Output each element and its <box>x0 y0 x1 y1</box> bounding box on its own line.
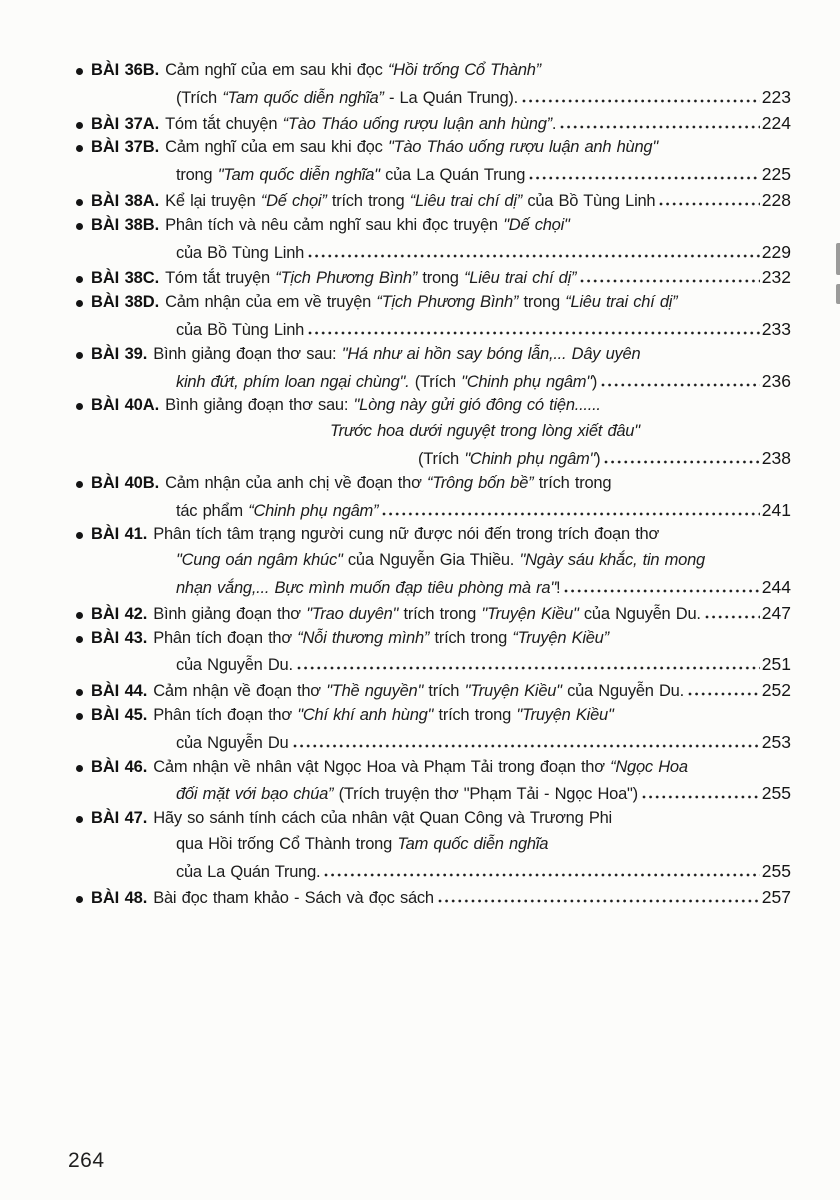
entry-text: Cảm nghĩ của em sau khi đọc “Hồi trống Cổ Thành” <box>165 61 541 79</box>
page-ref: 257 <box>761 886 791 907</box>
entry-text: của La Quán Trung. <box>176 862 321 881</box>
toc-entry-line <box>0 809 840 835</box>
entry-label: BÀI 44. <box>91 682 148 701</box>
page-number-footer: 264 <box>68 1149 105 1172</box>
entry-label: BÀI 43. <box>91 628 148 647</box>
toc-entry-line <box>0 758 840 784</box>
bullet-icon <box>76 122 83 129</box>
toc-entry-continuation <box>0 371 840 397</box>
toc-entry-continuation <box>0 783 840 809</box>
bullet-icon <box>76 352 83 359</box>
toc-entry-continuation <box>0 654 840 680</box>
entry-label: BÀI 40B. <box>91 473 160 492</box>
dot-leader <box>604 460 759 464</box>
page-ref: 253 <box>761 731 791 752</box>
entry-text: Cảm nhận về nhân vật Ngọc Hoa và Phạm Tải trong đoạn thơ “Ngọc Hoa <box>153 757 688 776</box>
entry-text: tác phẩm “Chinh phụ ngâm” <box>176 501 379 520</box>
entry-text: (Trích “Tam quốc diễn nghĩa” - La Quán Trung). <box>176 88 518 107</box>
entry-text: Bài đọc tham khảo - Sách và đọc sách <box>153 888 434 907</box>
entry-text: Tóm tắt truyện “Tịch Phương Bình” trong “Liêu trai chí dị” <box>165 269 577 288</box>
dot-leader <box>438 899 760 903</box>
page-ref: 255 <box>761 860 791 881</box>
entry-label: BÀI 38D. <box>91 293 160 312</box>
entry-text: nhạn vắng,... Bực mình muốn đạp tiêu phòng mà ra"! <box>176 578 561 597</box>
bullet-icon <box>76 300 83 307</box>
entry-text: của Nguyễn Du. <box>176 656 293 675</box>
bullet-icon <box>76 636 83 643</box>
toc-entry-continuation <box>0 861 840 887</box>
dot-leader <box>580 279 760 283</box>
bullet-icon <box>76 689 83 696</box>
toc-entry-continuation <box>0 448 840 474</box>
entry-label: BÀI 38A. <box>91 191 160 210</box>
toc-entry-line <box>0 113 840 139</box>
dot-leader <box>308 254 760 258</box>
page-ref: 225 <box>761 164 791 185</box>
entry-text: Cảm nhận về đoạn thơ "Thề nguyền" trích "Truyện Kiều" của Nguyễn Du. <box>153 682 684 701</box>
toc-entry-line <box>0 525 840 551</box>
entry-label: BÀI 42. <box>91 604 148 623</box>
bullet-icon <box>76 276 83 283</box>
entry-label: BÀI 37B. <box>91 138 160 157</box>
toc-entry-line <box>0 267 840 293</box>
page-ref: 224 <box>761 112 791 133</box>
entry-label: BÀI 37A. <box>91 114 160 133</box>
dot-leader <box>529 176 760 180</box>
entry-text: trong "Tam quốc diễn nghĩa" của La Quán Trung <box>176 166 526 185</box>
entry-text: Bình giảng đoạn thơ sau: "Há như ai hồn say bóng lẫn,... Dây uyên <box>153 344 641 363</box>
entry-label: BÀI 45. <box>91 705 148 724</box>
entry-text: của Bồ Tùng Linh <box>176 320 305 339</box>
dot-leader <box>601 383 760 387</box>
bullet-icon <box>76 481 83 488</box>
toc-entry-continuation <box>0 242 840 268</box>
bullet-icon <box>76 145 83 152</box>
entry-label: BÀI 46. <box>91 757 148 776</box>
toc-entry-line <box>0 887 840 913</box>
entry-text: Tóm tắt chuyện “Tào Tháo uống rượu luận anh hùng”. <box>165 114 557 133</box>
entry-label: BÀI 38C. <box>91 269 160 288</box>
entry-text: Phân tích đoạn thơ “Nỗi thương mình” trích trong “Truyện Kiều” <box>153 628 609 647</box>
entry-text: của Nguyễn Du <box>176 733 289 752</box>
bullet-icon <box>76 532 83 539</box>
page-ref: 251 <box>761 654 791 675</box>
entry-text: Trước hoa dưới nguyệt trong lòng xiết đâu" <box>330 422 640 441</box>
entry-text: Kể lại truyện “Dế chọi” trích trong “Liêu trai chí dị” của Bồ Tùng Linh <box>165 191 656 210</box>
toc-entry-continuation <box>0 87 840 113</box>
entry-text: (Trích "Chinh phụ ngâm") <box>418 449 601 468</box>
entry-text: Bình giảng đoạn thơ sau: "Lòng này gửi gió đông có tiện...... <box>165 396 601 415</box>
scan-artifact <box>836 243 840 275</box>
toc-entry-continuation <box>0 500 840 526</box>
toc-entry-continuation <box>0 164 840 190</box>
page-ref: 244 <box>761 576 791 597</box>
page-ref: 238 <box>761 447 791 468</box>
dot-leader <box>308 331 760 335</box>
bullet-icon <box>76 612 83 619</box>
bullet-icon <box>76 713 83 720</box>
dot-leader <box>560 125 760 129</box>
entry-label: BÀI 39. <box>91 344 148 363</box>
toc-entry-line <box>0 190 840 216</box>
dot-leader <box>564 589 759 593</box>
toc-entry-line <box>0 216 840 242</box>
toc-entry-line <box>0 474 840 500</box>
entry-text: Phân tích tâm trạng người cung nữ được nói đến trong trích đoạn thơ <box>153 525 660 544</box>
page-ref: 228 <box>761 189 791 210</box>
dot-leader <box>705 615 760 619</box>
bullet-icon <box>76 199 83 206</box>
entry-label: BÀI 48. <box>91 888 148 907</box>
toc-entry-line <box>0 396 840 422</box>
entry-text: kinh đứt, phím loan ngại chùng". (Trích "Chinh phụ ngâm") <box>176 372 598 391</box>
entry-label: BÀI 36B. <box>91 61 160 79</box>
bullet-icon <box>76 816 83 823</box>
toc-entry-line <box>0 680 840 706</box>
entry-text: Cảm nhận của em về truyện “Tịch Phương Bình” trong “Liêu trai chí dị” <box>165 293 678 312</box>
toc-entry-line <box>0 138 840 164</box>
dot-leader <box>688 692 760 696</box>
toc-entry-line <box>0 603 840 629</box>
page-ref: 236 <box>761 370 791 391</box>
dot-leader <box>297 666 760 670</box>
entry-text: "Cung oán ngâm khúc" của Nguyễn Gia Thiều. "Ngày sáu khắc, tin mong <box>176 551 705 570</box>
toc-entry-line <box>0 706 840 732</box>
entry-text: của Bồ Tùng Linh <box>176 243 305 262</box>
page-ref: 233 <box>761 318 791 339</box>
entry-label: BÀI 40A. <box>91 396 160 415</box>
bullet-icon <box>76 765 83 772</box>
page-ref: 229 <box>761 241 791 262</box>
toc-entry-continuation <box>0 732 840 758</box>
page-ref: 247 <box>761 602 791 623</box>
page-ref: 255 <box>761 783 791 804</box>
page-ref: 241 <box>761 499 791 520</box>
toc-entry-continuation <box>0 422 840 448</box>
entry-text: đối mặt với bạo chúa” (Trích truyện thơ "Phạm Tải - Ngọc Hoa") <box>176 785 638 804</box>
entry-text: qua Hồi trống Cổ Thành trong Tam quốc diễn nghĩa <box>176 834 549 853</box>
entry-text: Cảm nhận của anh chị về đoạn thơ “Trông bốn bề” trích trong <box>165 473 612 492</box>
dot-leader <box>382 512 760 516</box>
scan-artifact <box>836 284 840 304</box>
bullet-icon <box>76 896 83 903</box>
page-ref: 252 <box>761 680 791 701</box>
bullet-icon <box>76 403 83 410</box>
entry-text: Hãy so sánh tính cách của nhân vật Quan Công và Trương Phi <box>153 809 612 828</box>
toc-entry-continuation <box>0 319 840 345</box>
dot-leader <box>642 795 760 799</box>
page-ref: 223 <box>761 86 791 107</box>
toc-entry-continuation <box>0 835 840 861</box>
toc-entry-line <box>0 345 840 371</box>
toc-entry-line <box>0 629 840 655</box>
entry-text: Bình giảng đoạn thơ "Trao duyên" trích trong "Truyện Kiều" của Nguyễn Du. <box>153 604 701 623</box>
entry-text: Cảm nghĩ của em sau khi đọc "Tào Tháo uống rượu luận anh hùng" <box>165 138 658 157</box>
entry-text: Phân tích đoạn thơ "Chí khí anh hùng" trích trong "Truyện Kiều" <box>153 705 614 724</box>
entry-text: Phân tích và nêu cảm nghĩ sau khi đọc truyện "Dế chọi" <box>165 215 570 234</box>
page-ref: 232 <box>761 267 791 288</box>
entry-label: BÀI 41. <box>91 525 148 544</box>
dot-leader <box>659 202 759 206</box>
toc-entry-line <box>0 293 840 319</box>
bullet-icon <box>76 223 83 230</box>
entry-label: BÀI 47. <box>91 809 148 828</box>
dot-leader <box>293 744 760 748</box>
entry-label: BÀI 38B. <box>91 215 160 234</box>
toc-entry-continuation <box>0 577 840 603</box>
toc-entry-line <box>0 61 840 87</box>
toc-entry-continuation <box>0 551 840 577</box>
dot-leader <box>522 99 760 103</box>
bullet-icon <box>76 68 83 75</box>
dot-leader <box>324 873 759 877</box>
